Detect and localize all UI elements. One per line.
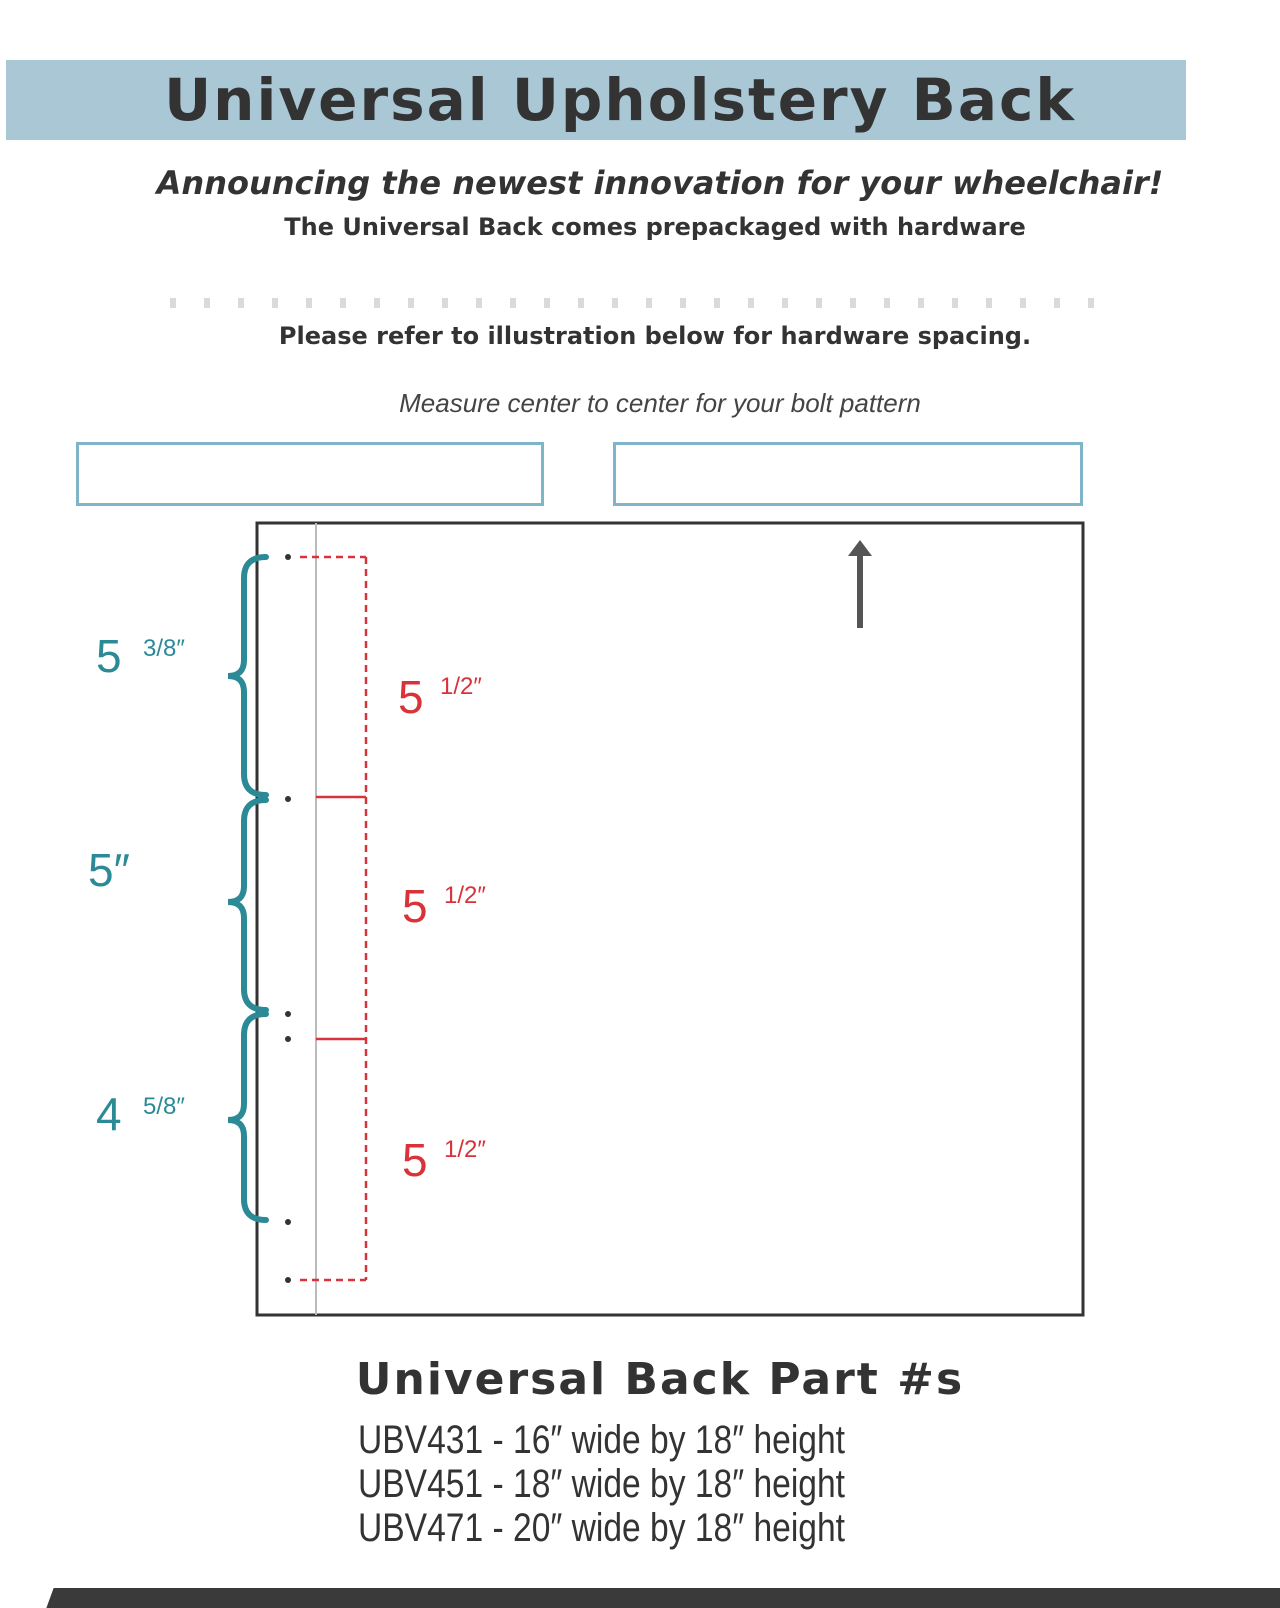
- svg-text:1/2″: [440, 673, 482, 700]
- svg-text:4: [96, 1088, 122, 1140]
- part-row: UBV451 - 18″ wide by 18″ height: [358, 1462, 846, 1506]
- svg-text:1/2″: [444, 882, 486, 909]
- part-row: UBV431 - 16″ wide by 18″ height: [358, 1418, 846, 1462]
- left-spacing-3-fraction: 5/8″: [143, 1093, 185, 1120]
- up-arrow-icon: [848, 540, 872, 628]
- parts-list: [358, 1418, 946, 1550]
- right-spacing-2-whole: 5: [402, 880, 428, 932]
- svg-text:5: [402, 880, 428, 932]
- bolt-hole-dot: [285, 1277, 291, 1283]
- bolt-hole-dot: [285, 1036, 291, 1042]
- back-panel-outline: [257, 523, 1083, 1315]
- bolt-hole-dot: [285, 554, 291, 560]
- right-spacing-1-fraction: 1/2″: [440, 673, 482, 700]
- brace-bottom: [228, 1014, 266, 1220]
- page-title: Universal Upholstery Back: [164, 66, 1076, 134]
- bolt-hole-dot: [285, 796, 291, 802]
- hardware-note: The Universal Back comes prepackaged with hardware: [284, 213, 1026, 241]
- left-spacing-2-whole: 5″: [88, 844, 130, 896]
- brace-middle: [228, 800, 266, 1010]
- right-spacing-3-whole: 5: [402, 1134, 428, 1186]
- left-spacing-1-whole: 5: [96, 630, 122, 682]
- left-spacing-3-whole: 4: [96, 1088, 122, 1140]
- svg-text:5: [402, 1134, 428, 1186]
- svg-text:5″: [88, 844, 130, 896]
- right-spacing-2-fraction: 1/2″: [444, 882, 486, 909]
- tagline: Announcing the newest innovation for your wheelchair!: [156, 164, 1164, 202]
- bolt-hole-dot: [285, 1011, 291, 1017]
- bottom-band: [46, 1588, 1280, 1608]
- right-spacing-3-fraction: 1/2″: [444, 1136, 486, 1163]
- svg-text:5: [96, 630, 122, 682]
- left-spacing-1-fraction: 3/8″: [143, 635, 185, 662]
- svg-text:3/8″: [143, 635, 185, 662]
- bolt-hole-dot: [285, 1219, 291, 1225]
- svg-text:5: [398, 671, 424, 723]
- right-spacing-1-whole: 5: [398, 671, 424, 723]
- part-row: UBV471 - 20″ wide by 18″ height: [358, 1506, 846, 1550]
- svg-text:5/8″: [143, 1093, 185, 1120]
- brace-top: [228, 557, 266, 795]
- parts-title: Universal Back Part #s: [355, 1354, 965, 1405]
- spacing-note: Please refer to illustration below for hardware spacing.: [278, 322, 1032, 350]
- svg-text:1/2″: [444, 1136, 486, 1163]
- measure-note: Measure center to center for your bolt pattern: [399, 388, 921, 418]
